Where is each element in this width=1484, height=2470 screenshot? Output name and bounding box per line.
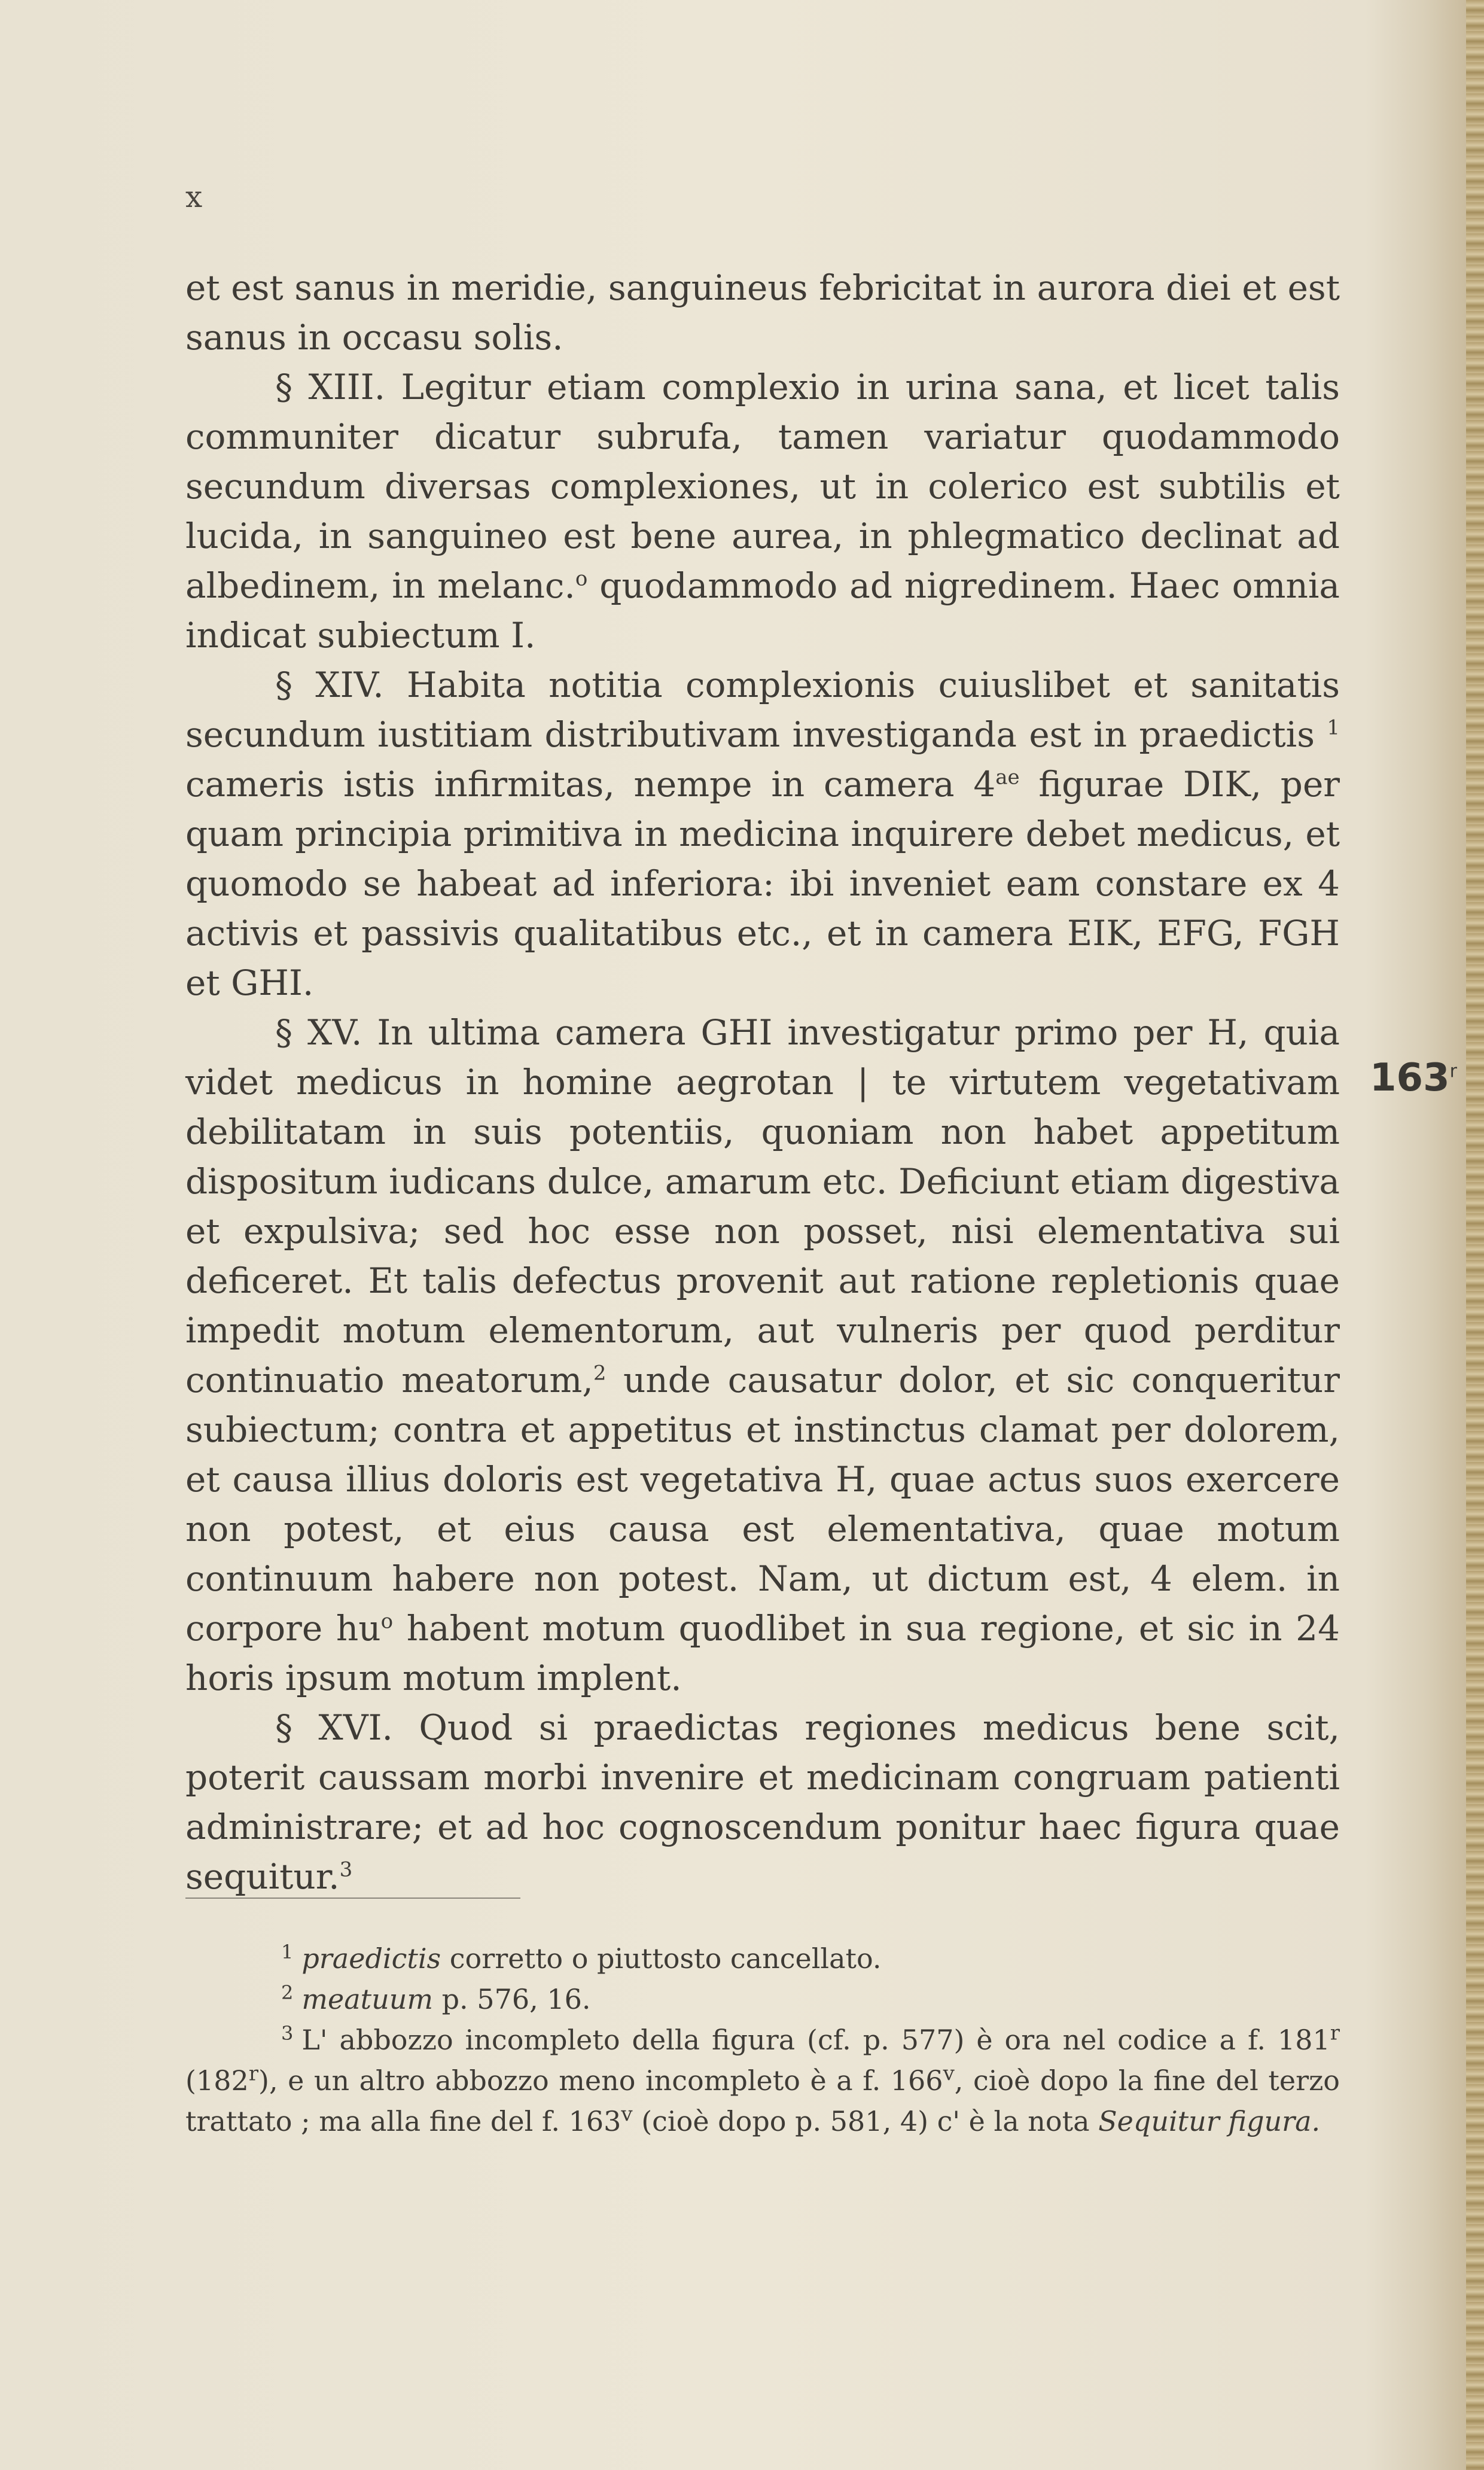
footnote-text: (cioè dopo p. 581, 4) c' è la nota xyxy=(632,2105,1099,2137)
footnote-text: corretto o piuttosto cancellato. xyxy=(441,1942,882,1975)
footnote-text: ), e un altro abbozzo meno incompleto è a f. 166 xyxy=(258,2064,943,2097)
paragraph-text: § XIII. Legitur etiam complexio in urina sana, et licet talis communiter dicatur subrufa, tamen variatur quodammodo secundum diversas complexiones, ut in colerico est subtilis et lucida, in sanguineo est bene aurea, in phlegmatico declinat ad albedinem, in melanc. xyxy=(185,367,1340,606)
footnote-3 xyxy=(185,2020,1340,2142)
superscript: r xyxy=(1330,2021,1340,2045)
footnote-number: 2 xyxy=(281,1981,294,2004)
footnote-italic: praedictis xyxy=(301,1942,441,1975)
footnote-italic: Sequitur figura. xyxy=(1098,2105,1321,2137)
paragraph-text: § XIV. Habita notitia complexionis cuiuslibet et sanitatis secundum iustitiam distributivam investiganda est in praedictis xyxy=(185,665,1340,755)
paragraph-xvi xyxy=(185,1703,1340,1902)
footnote-number: 1 xyxy=(281,1940,294,1963)
page-number: x xyxy=(185,179,203,214)
superscript: o xyxy=(380,1609,394,1634)
footnote-divider xyxy=(185,1898,520,1899)
paragraph-text: cameris istis infirmitas, nempe in camera 4 xyxy=(185,764,996,805)
superscript: o xyxy=(575,567,588,591)
footnote-text: (182 xyxy=(185,2064,249,2097)
paragraph-text: § XVI. Quod si praedictas regiones medicus bene scit, poterit caussam morbi invenire et medicinam congruam patienti administrare; et ad hoc cognoscendum ponitur haec figura quae sequitur. xyxy=(185,1707,1340,1897)
paragraph-text: quodammodo ad nigredinem. Haec omnia indicat subiectum I. xyxy=(185,565,1340,656)
footnote-ref[interactable]: 1 xyxy=(1327,715,1340,740)
page-edge xyxy=(1466,0,1484,2470)
footnote-ref[interactable]: 3 xyxy=(339,1857,353,1882)
paragraph-0: et est sanus in meridie, sanguineus febricitat in aurora diei et est sanus in occasu solis. xyxy=(185,267,1340,358)
superscript: v xyxy=(943,2061,955,2086)
folio-number: 163 xyxy=(1370,1056,1450,1100)
folio-side: r xyxy=(1449,1061,1457,1082)
paragraph-text: figurae DIK, per quam principia primitiva in medicina inquirere debet medicus, et quomodo se habeat ad inferiora: ibi inveniet eam constare ex 4 activis et passivis qualitatibus etc., et in camera EIK, EFG, FGH et GHI. xyxy=(185,764,1340,1003)
paragraph-text: habent motum quodlibet in sua regione, et sic in 24 horis ipsum motum implent. xyxy=(185,1608,1340,1698)
footnote-text: p. 576, 16. xyxy=(432,1983,591,2015)
superscript: r xyxy=(248,2061,259,2086)
paragraph-text: unde causatur dolor, et sic conqueritur subiectum; contra et appetitus et instinctus clamat per dolorem, et causa illius doloris est vegetativa H, quae actus suos exercere non potest, et eius causa est elementativa, quae motum continuum habere non potest. Nam, ut dictum est, 4 elem. in corpore hu xyxy=(185,1360,1340,1649)
folio-margin-reference xyxy=(1370,1056,1457,1100)
footnote-text: , cioè dopo la fine del terzo trattato ; ma alla fine del f. 163 xyxy=(185,2064,1340,2137)
superscript: ae xyxy=(995,765,1020,790)
main-text xyxy=(185,263,1340,1902)
footnote-1 xyxy=(185,1938,1340,1979)
paragraph-xiv xyxy=(185,660,1340,1008)
footnote-ref[interactable]: 2 xyxy=(593,1361,607,1385)
footnote-italic: meatuum xyxy=(301,1983,433,2015)
footnote-number: 3 xyxy=(281,2021,294,2045)
footnotes xyxy=(185,1938,1340,2142)
paragraph-xv xyxy=(185,1008,1340,1703)
paragraph-xiii xyxy=(185,363,1340,660)
footnote-text: L' abbozzo incompleto della figura (cf. p. 577) è ora nel codice a f. 181 xyxy=(301,2024,1330,2056)
paragraph-text: § XV. In ultima camera GHI investigatur primo per H, quia videt medicus in homine aegrotan | te virtutem vegetativam debilitatam in suis potentiis, quoniam non habet appetitum dispositum iudicans dulce, amarum etc. Deficiunt etiam digestiva et expulsiva; sed hoc esse non posset, nisi elementativa sui deficeret. Et talis defectus provenit aut ratione repletionis quae impedit motum elementorum, aut vulneris per quod perditur continuatio meatorum, xyxy=(185,1012,1340,1400)
footnote-2 xyxy=(185,1979,1340,2020)
superscript: v xyxy=(621,2102,633,2127)
